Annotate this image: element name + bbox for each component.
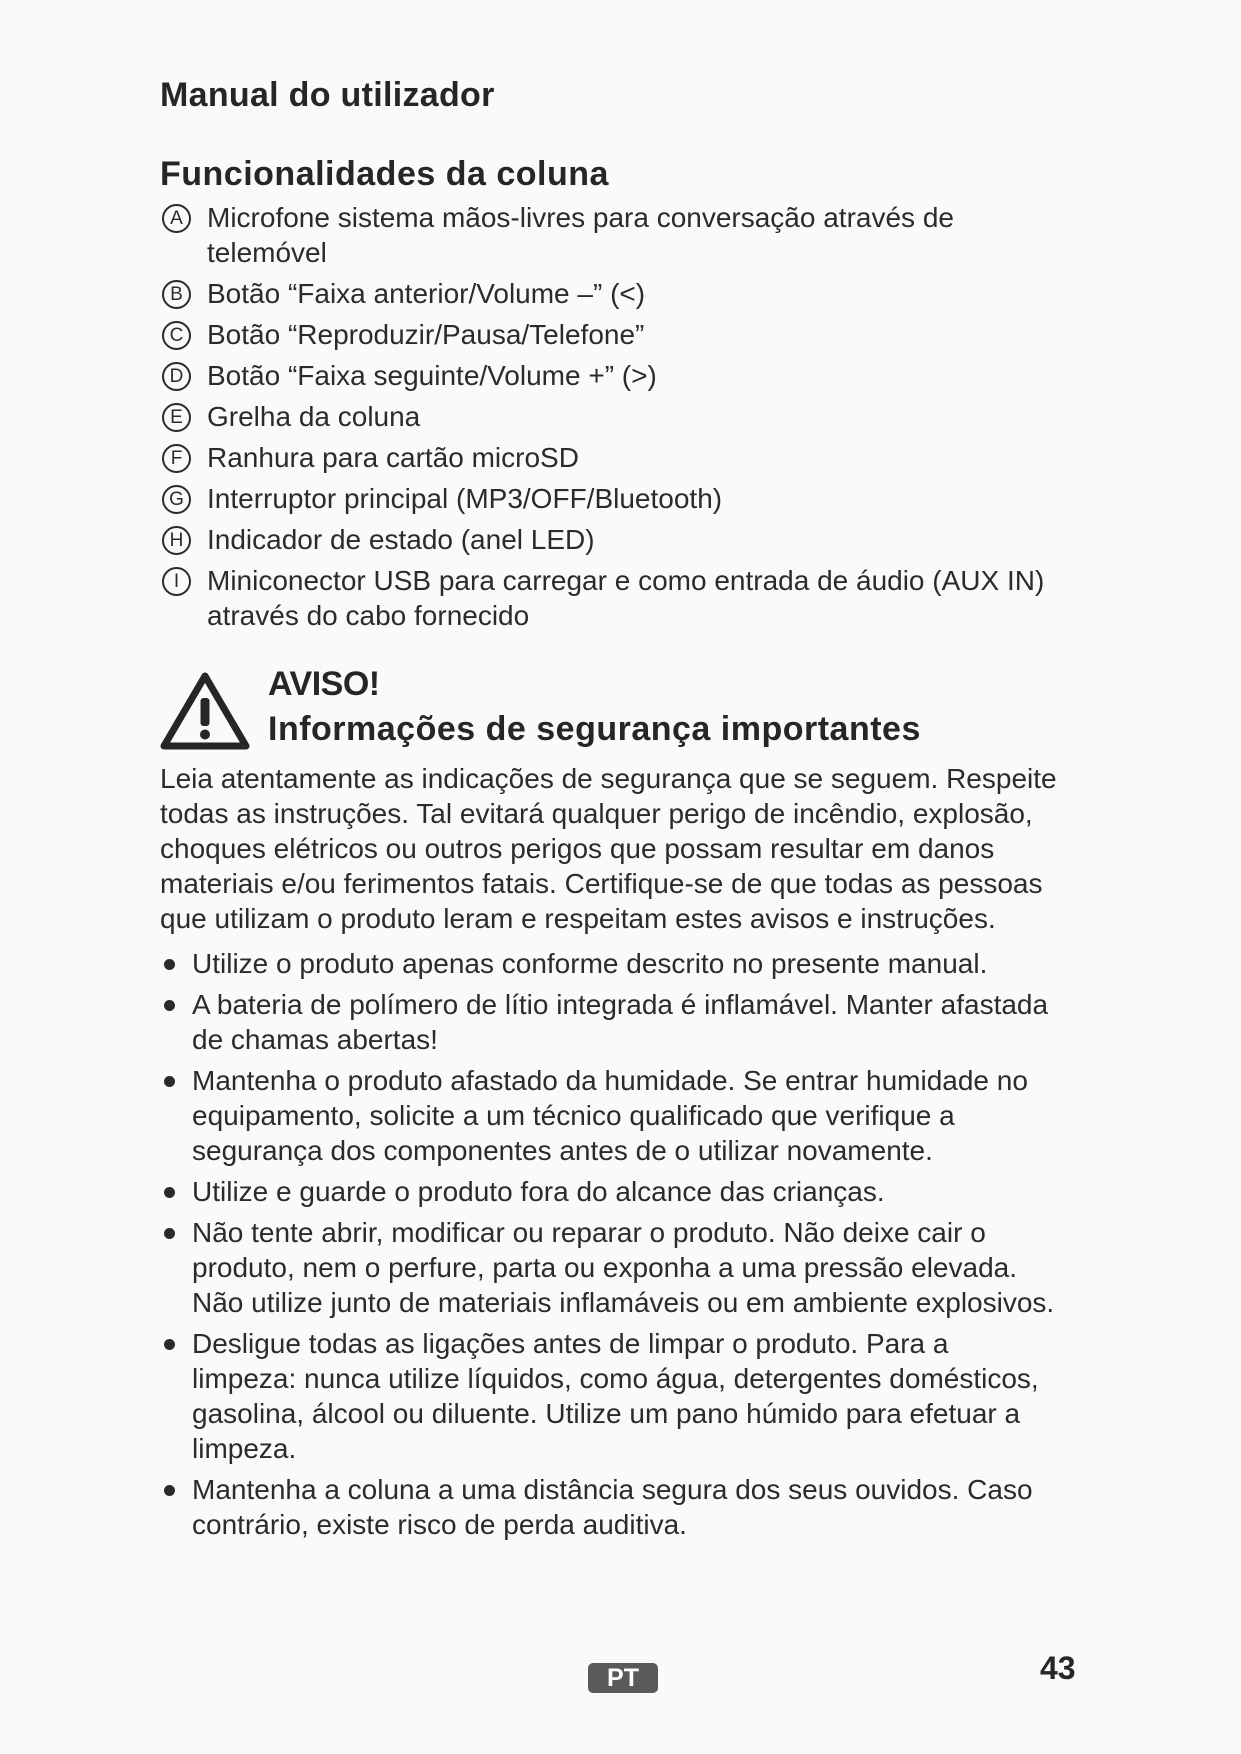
bullet-icon: [164, 1000, 175, 1011]
bullet-icon: [164, 1228, 175, 1239]
bullet-icon: [164, 1485, 175, 1496]
warning-triangle-icon: [160, 671, 250, 751]
feature-item: [160, 399, 1060, 434]
feature-item: [160, 481, 1060, 516]
circled-letter-icon: H: [162, 526, 191, 555]
warning-title: AVISO!: [268, 665, 380, 703]
safety-intro: Leia atentamente as indicações de segurança que se seguem. Respeite todas as instruções. Tal evitará qualquer perigo de incêndio, explosão, choques elétricos ou outros perigos que possam resultar em danos materiais e/ou ferimentos fatais. Certifique-se de que todas as pessoas que utilizam o produto leram e respeitam estes avisos e instruções.: [160, 763, 1057, 934]
safety-rule: [160, 1063, 1060, 1168]
safety-rule-text: Desligue todas as ligações antes de limpar o produto. Para a limpeza: nunca utilize líquidos, como água, detergentes domésticos, gasolina, álcool ou diluente. Utilize um pano húmido para efetuar a limpeza.: [192, 1328, 1039, 1464]
feature-text: Botão “Reproduzir/Pausa/Telefone”: [207, 319, 645, 350]
safety-rule-text: Utilize e guarde o produto fora do alcance das crianças.: [192, 1176, 885, 1207]
safety-rule: [160, 1174, 1060, 1209]
bullet-icon: [164, 1339, 175, 1350]
feature-item: [160, 563, 1060, 633]
circled-letter-icon: E: [162, 403, 191, 432]
warning-subtitle: Informações de segurança importantes: [268, 710, 921, 748]
safety-rule-text: Mantenha a coluna a uma distância segura dos seus ouvidos. Caso contrário, existe risco de perda auditiva.: [192, 1474, 1033, 1540]
circled-letter-icon: B: [162, 280, 191, 309]
page-title: Manual do utilizador: [160, 76, 495, 114]
safety-rules-list: [160, 946, 1060, 1542]
bullet-icon: [164, 1076, 175, 1087]
feature-text: Grelha da coluna: [207, 401, 421, 432]
circled-letter-icon: D: [162, 362, 191, 391]
safety-rule: [160, 1472, 1060, 1542]
page-number: 43: [1040, 1650, 1076, 1686]
feature-text: Botão “Faixa seguinte/Volume +” (>): [207, 360, 657, 391]
safety-rule: [160, 1215, 1060, 1320]
bullet-icon: [164, 959, 175, 970]
safety-rule-text: Mantenha o produto afastado da humidade. Se entrar humidade no equipamento, solicite a um técnico qualificado que verifique a segurança dos componentes antes de o utilizar novamente.: [192, 1065, 1028, 1166]
feature-text: Miniconector USB para carregar e como entrada de áudio (AUX IN) através do cabo fornecido: [207, 565, 1045, 631]
safety-rule: [160, 1326, 1060, 1466]
circled-letter-icon: I: [162, 567, 191, 596]
features-title: Funcionalidades da coluna: [160, 155, 609, 193]
safety-rule: [160, 946, 1060, 981]
feature-item: [160, 276, 1060, 311]
circled-letter-icon: C: [162, 321, 191, 350]
circled-letter-icon: F: [162, 444, 191, 473]
feature-item: [160, 317, 1060, 352]
bullet-icon: [164, 1187, 175, 1198]
warning-headings: [268, 663, 921, 749]
safety-rule-text: A bateria de polímero de lítio integrada é inflamável. Manter afastada de chamas abertas!: [192, 989, 1049, 1055]
warning-header: [160, 663, 1060, 751]
feature-item: [160, 200, 1060, 270]
feature-text: Botão “Faixa anterior/Volume –” (<): [207, 278, 646, 309]
safety-rule-text: Não tente abrir, modificar ou reparar o produto. Não deixe cair o produto, nem o perfure, parta ou exponha a uma pressão elevada. Não utilize junto de materiais inflamáveis ou em ambiente explosivos.: [192, 1217, 1055, 1318]
circled-letter-icon: A: [162, 204, 191, 233]
feature-text: Interruptor principal (MP3/OFF/Bluetooth): [207, 483, 723, 514]
safety-rule-text: Utilize o produto apenas conforme descrito no presente manual.: [192, 948, 988, 979]
safety-rule: [160, 987, 1060, 1057]
language-badge: PT: [588, 1663, 658, 1693]
feature-item: [160, 440, 1060, 475]
feature-text: Ranhura para cartão microSD: [207, 442, 579, 473]
page-content: [160, 70, 1060, 1548]
feature-item: [160, 358, 1060, 393]
circled-letter-icon: G: [162, 485, 191, 514]
feature-text: Microfone sistema mãos-livres para conversação através de telemóvel: [207, 202, 954, 268]
feature-item: [160, 522, 1060, 557]
feature-text: Indicador de estado (anel LED): [207, 524, 595, 555]
features-list: [160, 200, 1060, 633]
